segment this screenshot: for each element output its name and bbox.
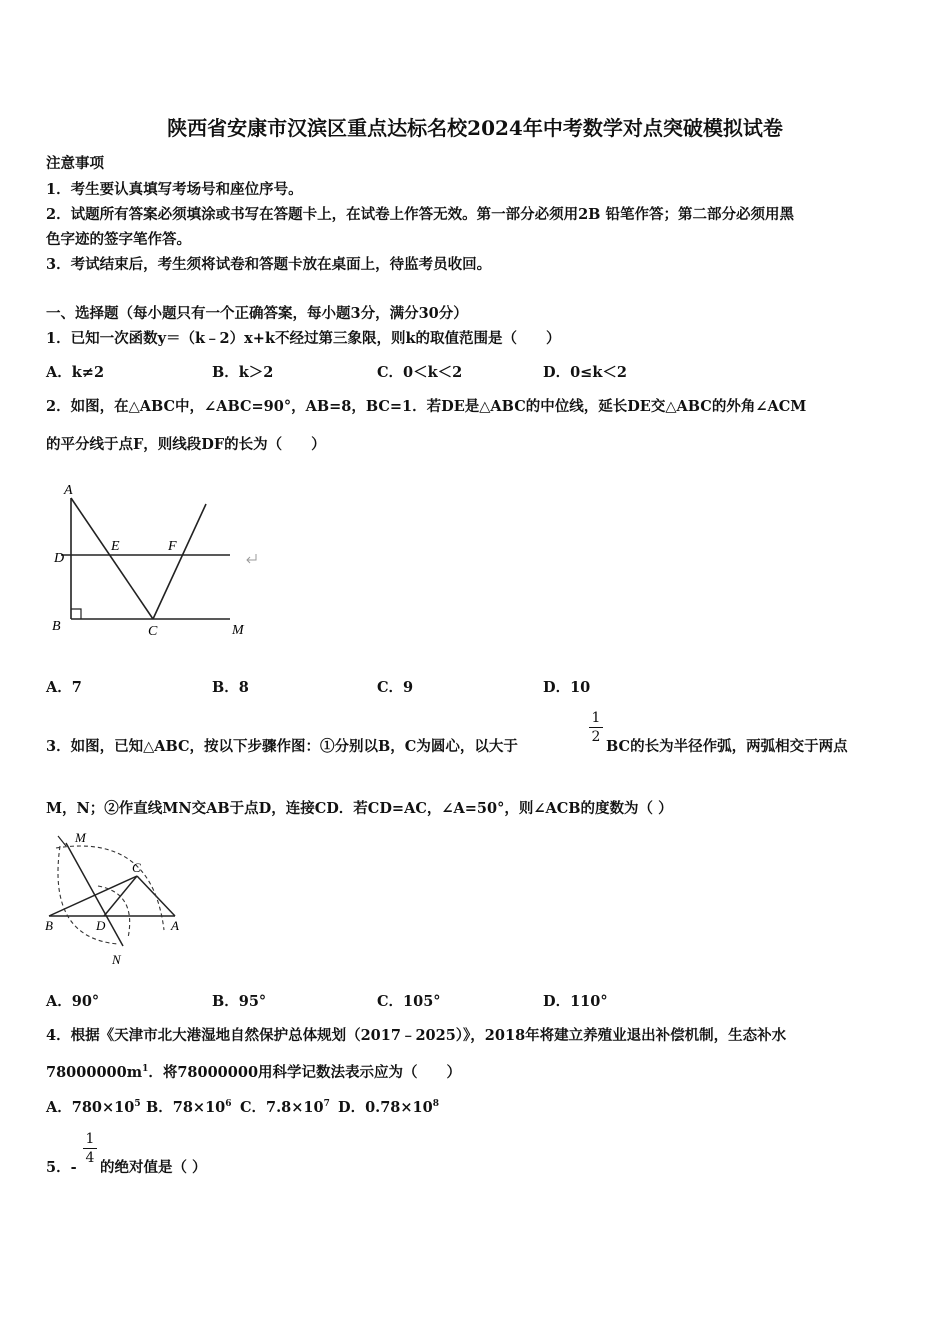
label-c: C [132,860,141,875]
notice-item: 3．考试结束后，考生须将试卷和答题卡放在桌面上，待监考员收回。 [46,256,492,273]
page-title: 陕西省安康市汉滨区重点达标名校2024年中考数学对点突破模拟试卷 [167,116,783,140]
q5-fraction [83,1131,97,1166]
q2-option-c: C．9 [377,679,414,696]
notice-item: 2．试题所有答案必须填涂或书写在答题卡上，在试卷上作答无效。第一部分必须用2B 铅笔作答；第二部分必须用黑 [46,206,794,223]
q2-geometry-figure [44,478,274,643]
label-f: F [168,539,177,554]
label-c: C [148,624,158,639]
question-2-line-2: 的平分线于点F，则线段DF的长为（ ） [46,436,326,453]
fraction-denominator: 2 [591,729,601,745]
q4-number-sup: 1 [142,1064,149,1075]
label-m: M [75,830,86,845]
q4-option-d [338,1096,439,1117]
question-1-text: 1．已知一次函数y＝（k﹣2）x+k不经过第三象限，则k的取值范围是（ ） [46,330,561,347]
question-3-line-2: M，N；②作直线MN交AB于点D，连接CD．若CD=AC，∠A=50°，则∠ACB的度数为（ ） [46,800,673,817]
question-2-line-1: 2．如图，在△ABC中，∠ABC=90°，AB=8，BC=1．若DE是△ABC的中位线，延长DE交△ABC的外角∠ACM [46,398,807,415]
fraction-numerator: 1 [85,1131,95,1147]
label-a: A [171,918,179,933]
label-a: A [64,483,73,498]
q1-option-a: A．k≠2 [46,364,105,381]
option-base: A．780×10 [46,1099,135,1116]
question-4-line-2 [46,1061,461,1082]
label-m: M [232,623,244,638]
notice-item: 1．考生要认真填写考场号和座位序号。 [46,181,303,198]
section-heading: 一、选择题（每小题只有一个正确答案，每小题3分，满分30分） [46,305,468,322]
option-base: D．0.78×10 [338,1099,433,1116]
q4-option-c [240,1096,330,1117]
option-exponent: 5 [134,1099,141,1110]
q4-option-b [146,1096,232,1117]
q3-option-d: D．110° [543,993,608,1010]
label-b: B [45,918,53,933]
q2-option-b: B．8 [212,679,249,696]
option-base: B．78×10 [146,1099,226,1116]
question-3-line-1a: 3．如图，已知△ABC，按以下步骤作图：①分别以B，C为圆心，以大于 [46,738,518,755]
label-d: D [96,918,106,933]
q1-option-c: C．0＜k＜2 [377,364,463,381]
q2-option-d: D．10 [543,679,591,696]
q2-option-a: A．7 [46,679,82,696]
q4-option-a [46,1096,141,1117]
q3-fraction [589,710,603,745]
question-4-line-1: 4．根据《天津市北大港湿地自然保护总体规划（2017﹣2025）》，2018年将建立养殖业退出补偿机制，生态补水 [46,1027,787,1044]
question-5-prefix: 5．- [46,1159,77,1176]
q3-option-b: B．95° [212,993,267,1010]
option-exponent: 7 [323,1099,330,1110]
q1-option-b: B．k＞2 [212,364,274,381]
return-mark-icon [247,554,256,563]
label-d: D [54,551,65,566]
q3-option-c: C．105° [377,993,441,1010]
label-e: E [111,539,120,554]
label-n: N [112,952,121,967]
option-exponent: 6 [225,1099,232,1110]
q4-number: 78000000m [46,1064,143,1081]
question-3-line-1b: BC的长为半径作弧，两弧相交于两点 [606,738,848,755]
notice-item: 色字迹的签字笔作答。 [46,231,191,248]
q3-geometry-figure [42,828,192,973]
question-5-suffix: 的绝对值是（ ） [100,1159,207,1176]
fraction-numerator: 1 [591,710,601,726]
q4-text: ．将78000000用科学记数法表示应为（ ） [148,1064,462,1081]
option-exponent: 8 [432,1099,439,1110]
option-base: C．7.8×10 [240,1099,324,1116]
notice-heading: 注意事项 [46,155,104,172]
q1-option-d: D．0≤k＜2 [543,364,627,381]
fraction-denominator: 4 [85,1150,95,1166]
q3-option-a: A．90° [46,993,100,1010]
label-b: B [52,619,61,634]
